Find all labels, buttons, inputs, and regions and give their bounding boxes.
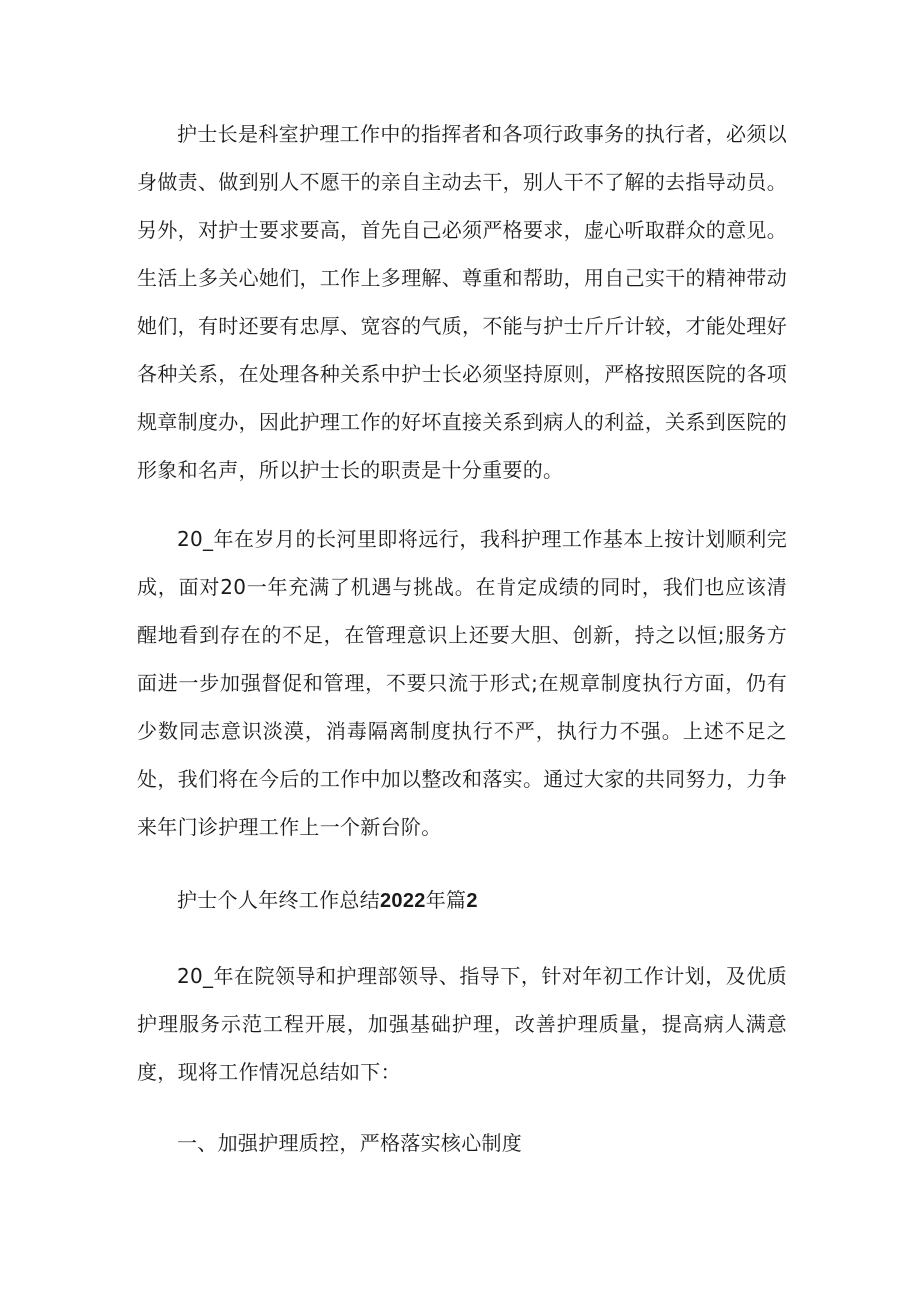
section-title-prefix: 护士个人年终工作总结	[177, 888, 380, 912]
section-title	[177, 876, 478, 925]
paragraph-head-nurse-duties: 护士长是科室护理工作中的指挥者和各项行政事务的执行者，必须以身做责、做到别人不愿干的亲自主动去干，别人干不了解的去指导动员。另外，对护士要求要高，首先自己必须严格要求，虚心听取群众的意见。生活上多关心她们，工作上多理解、尊重和帮助，用自己实干的精神带动她们，有时还要有忠厚、宽容的气质，不能与护士斤斤计较，才能处理好各种关系，在处理各种关系中护士长必须坚持原则，严格按照医院的各项规章制度办，因此护理工作的好坏直接关系到病人的利益，关系到医院的形象和名声，所以护士长的职责是十分重要的。	[137, 122, 787, 482]
section-title-year: 2022	[380, 890, 426, 912]
section-title-number: 2	[466, 890, 478, 912]
paragraph-intro: 20_年在院领导和护理部领导、指导下，针对年初工作计划，及优质护理服务示范工程开展，加强基础护理，改善护理质量，提高病人满意度，现将工作情况总结如下：	[137, 964, 787, 1084]
paragraph-year-review: 20_年在岁月的长河里即将远行，我科护理工作基本上按计划顺利完成，面对20一年充满了机遇与挑战。在肯定成绩的同时，我们也应该清醒地看到存在的不足，在管理意识上还要大胆、创新，持之以恒;服务方面进一步加强督促和管理，不要只流于形式;在规章制度执行方面，仍有少数同志意识淡漠，消毒隔离制度执行不严，执行力不强。上述不足之处，我们将在今后的工作中加以整改和落实。通过大家的共同努力，力争来年门诊护理工作上一个新台阶。	[137, 527, 787, 839]
section-title-middle: 年篇	[425, 888, 467, 912]
subheading-quality-control: 一、加强护理质控，严格落实核心制度	[177, 1131, 523, 1155]
